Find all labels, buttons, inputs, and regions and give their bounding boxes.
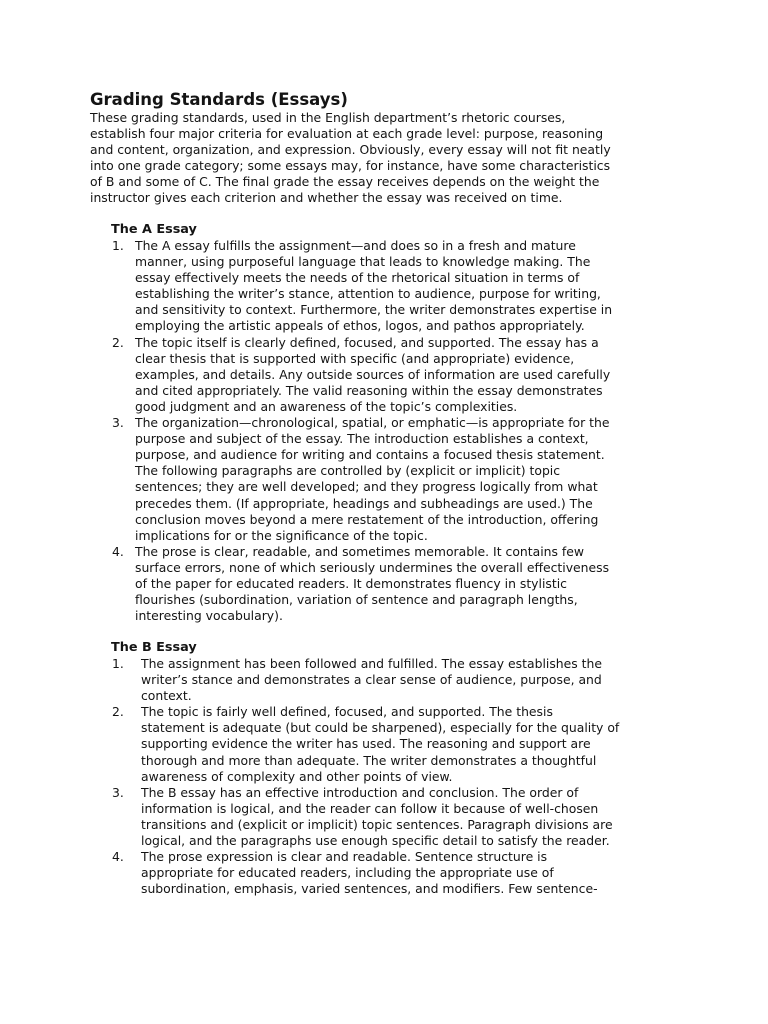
list-item [0, 335, 612, 415]
text-line: and cited appropriately. The valid reasoning within the essay demonstrates [135, 382, 603, 398]
text-line: establishing the writer’s stance, attention to audience, purpose for writing, [135, 286, 601, 302]
text-line: and sensitivity to context. Furthermore, the writer demonstrates expertise in [135, 302, 613, 318]
intro-line: establish four major criteria for evaluation at each grade level: purpose, reasoning [90, 126, 604, 141]
list-item [0, 656, 619, 704]
text-line: flourishes (subordination, variation of sentence and paragraph lengths, [135, 592, 578, 608]
text-line: of the paper for educated readers. It demonstrates fluency in stylistic [135, 575, 567, 591]
list-number: 2. [112, 334, 124, 350]
text-line: sentences; they are well developed; and they progress logically from what [135, 479, 598, 495]
text-line: appropriate for educated readers, including the appropriate use of [141, 865, 554, 881]
list-item [0, 849, 619, 897]
section-heading-a: The A Essay [111, 222, 197, 237]
text-line: transitions and (explicit or implicit) topic sentences. Paragraph divisions are [141, 816, 613, 832]
text-line: supporting evidence the writer has used. The reasoning and support are [141, 736, 591, 752]
text-line: writer’s stance and demonstrates a clear sense of audience, purpose, and [141, 672, 602, 688]
text-line: The prose expression is clear and readable. Sentence structure is [141, 849, 548, 865]
text-line: logical, and the paragraphs use enough specific detail to satisfy the reader. [141, 833, 610, 849]
a-essay-list [0, 238, 612, 624]
intro-line: These grading standards, used in the English department’s rhetoric courses, [90, 110, 566, 125]
list-number: 2. [112, 704, 124, 720]
list-item-text [141, 785, 619, 849]
text-line: purpose, and audience for writing and contains a focused thesis statement. [135, 447, 605, 463]
list-number: 1. [112, 656, 124, 671]
intro-line: and content, organization, and expression. Obviously, every essay will not fit neatly [90, 142, 611, 157]
text-line: surface errors, none of which seriously undermines the overall effectiveness [135, 559, 610, 575]
text-line: implications for or the significance of the topic. [135, 527, 428, 543]
list-item [0, 704, 619, 784]
list-number: 4. [112, 543, 124, 559]
text-line: thorough and more than adequate. The writer demonstrates a thoughtful [141, 752, 597, 768]
list-number: 1. [112, 238, 124, 253]
text-line: The prose is clear, readable, and sometimes memorable. It contains few [135, 543, 585, 559]
intro-line: instructor gives each criterion and whether the essay was received on time. [90, 190, 563, 205]
text-line: manner, using purposeful language that leads to knowledge making. The [135, 254, 591, 270]
text-line: interesting vocabulary). [135, 608, 283, 624]
list-item-text [135, 335, 612, 415]
page-title: Grading Standards (Essays) [90, 90, 348, 109]
list-item [0, 238, 612, 335]
text-line: subordination, emphasis, varied sentences, and modifiers. Few sentence- [141, 881, 598, 897]
list-item-text [141, 656, 619, 704]
intro-paragraph [90, 110, 690, 206]
text-line: precedes them. (If appropriate, headings and subheadings are used.) The [135, 495, 593, 511]
list-item [0, 785, 619, 849]
list-item-text [141, 704, 619, 784]
b-essay-list [0, 656, 619, 897]
list-number: 3. [112, 784, 124, 800]
list-item [0, 544, 612, 624]
text-line: good judgment and an awareness of the topic’s complexities. [135, 398, 518, 414]
text-line: awareness of complexity and other points of view. [141, 768, 453, 784]
text-line: clear thesis that is supported with specific (and appropriate) evidence, [135, 350, 575, 366]
text-line: examples, and details. Any outside sources of information are used carefully [135, 366, 611, 382]
text-line: purpose and subject of the essay. The introduction establishes a context, [135, 431, 589, 447]
list-item-text [141, 849, 619, 897]
list-item [0, 415, 612, 544]
intro-line: of B and some of C. The final grade the essay receives depends on the weight the [90, 174, 600, 189]
intro-line: into one grade category; some essays may, for instance, have some characteristics [90, 158, 611, 173]
text-line: The B essay has an effective introduction and conclusion. The order of [141, 784, 579, 800]
section-heading-b: The B Essay [111, 640, 197, 655]
text-line: essay effectively meets the needs of the rhetorical situation in terms of [135, 270, 580, 286]
text-line: employing the artistic appeals of ethos, logos, and pathos appropriately. [135, 318, 585, 334]
list-number: 3. [112, 415, 124, 431]
text-line: The assignment has been followed and fulfilled. The essay establishes the [141, 656, 602, 671]
text-line: The following paragraphs are controlled by (explicit or implicit) topic [135, 463, 561, 479]
text-line: The topic is fairly well defined, focused, and supported. The thesis [141, 704, 553, 720]
list-item-text [135, 238, 612, 335]
list-item-text [135, 415, 612, 544]
text-line: information is logical, and the reader can follow it because of well-chosen [141, 800, 599, 816]
text-line: The topic itself is clearly defined, focused, and supported. The essay has a [135, 334, 599, 350]
text-line: statement is adequate (but could be sharpened), especially for the quality of [141, 720, 620, 736]
text-line: conclusion moves beyond a mere restatement of the introduction, offering [135, 511, 599, 527]
text-line: The A essay fulfills the assignment—and does so in a fresh and mature [135, 238, 576, 253]
text-line: The organization—chronological, spatial, or emphatic—is appropriate for the [135, 415, 610, 431]
list-item-text [135, 544, 612, 624]
list-number: 4. [112, 849, 124, 865]
text-line: context. [141, 688, 192, 704]
